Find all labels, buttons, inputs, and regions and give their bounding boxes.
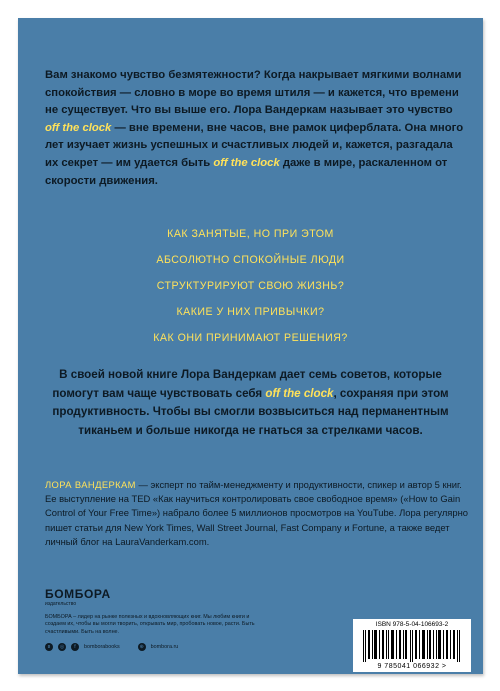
facebook-icon: f	[71, 643, 79, 651]
intro-text-2: — вне времени, вне часов, вне рамок циферблата. Она много лет изучает жизнь успешных и счастливых людей и, кажется, разгадала их секрет — им удается быть	[45, 121, 464, 169]
off-the-clock-highlight: off the clock	[45, 121, 112, 134]
question-line: КАК ЗАНЯТЫЕ, НО ПРИ ЭТОМ	[167, 228, 334, 240]
promo-paragraph	[48, 366, 453, 440]
question-line: АБСОЛЮТНО СПОКОЙНЫЕ ЛЮДИ	[156, 254, 345, 266]
publisher-social	[45, 643, 295, 651]
publisher-website: bombora.ru	[150, 644, 179, 651]
intro-paragraph	[45, 67, 465, 190]
isbn-label: ISBN 978-5-04-106693-2	[375, 621, 449, 628]
barcode	[353, 619, 471, 672]
off-the-clock-highlight: off the clock	[265, 386, 334, 400]
book-back-cover	[18, 18, 483, 674]
intro-text-3: даже в мире, раскаленном от скорости движения.	[45, 156, 448, 187]
globe-icon: ⊕	[139, 644, 144, 651]
off-the-clock-highlight: off the clock	[213, 156, 280, 169]
question-line: КАК ОНИ ПРИНИМАЮТ РЕШЕНИЯ?	[153, 332, 348, 344]
barcode-bars	[361, 630, 463, 662]
publisher-logo: БОМБОРА	[45, 587, 111, 601]
author-name: ЛОРА ВАНДЕРКАМ	[45, 479, 136, 490]
instagram-icon: ◎	[59, 644, 65, 651]
social-handle: bomborabooks	[84, 644, 120, 651]
questions-block	[18, 221, 483, 351]
barcode-number: 9 785041 066932 >	[377, 663, 447, 670]
promo-text-2: , сохраняя при этом продуктивность. Чтобы вы смогли возвыситься над перманентным тиканьем и больше никогда не гнаться за стрелками часов.	[52, 386, 449, 437]
author-bio	[45, 478, 475, 549]
author-bio-text: — эксперт по тайм-менеджменту и продуктивности, спикер и автор 5 книг. Ее выступление на TED «Как научиться контролировать свое свободное время» («How to Gain Control of Your Free Time») набрало более 5 миллионов просмотров на YouTube. Лора регулярно пишет статьи для New York Times, Wall Street Journal, Fast Company и Fortune, а также ведет личный блог на LauraVanderkam.com.	[45, 479, 468, 547]
publisher-block	[45, 588, 295, 651]
promo-text-1: В своей новой книге Лора Вандеркам дает семь советов, которые помогут вам чаще чувствовать себя	[52, 368, 442, 400]
publisher-description: БОМБОРА – лидер на рынке полезных и вдохновляющих книг. Мы любим книги и создаем их, чтобы вы могли творить, открывать мир, пробовать новое, расти. Быть счастливыми. Быть на волне.	[45, 614, 255, 635]
vk-icon: в	[45, 643, 53, 651]
question-line: СТРУКТУРИРУЮТ СВОЮ ЖИЗНЬ?	[156, 280, 345, 292]
intro-text-1: Вам знакомо чувство безмятежности? Когда накрывает мягкими волнами спокойствия — словно в море во время штиля — и кажется, что времени не существует. Что вы выше его. Лора Вандеркам называет это чувство	[45, 69, 462, 117]
publisher-logo-subtitle: издательство	[45, 601, 77, 607]
question-line: КАКИЕ У НИХ ПРИВЫЧКИ?	[176, 306, 325, 318]
